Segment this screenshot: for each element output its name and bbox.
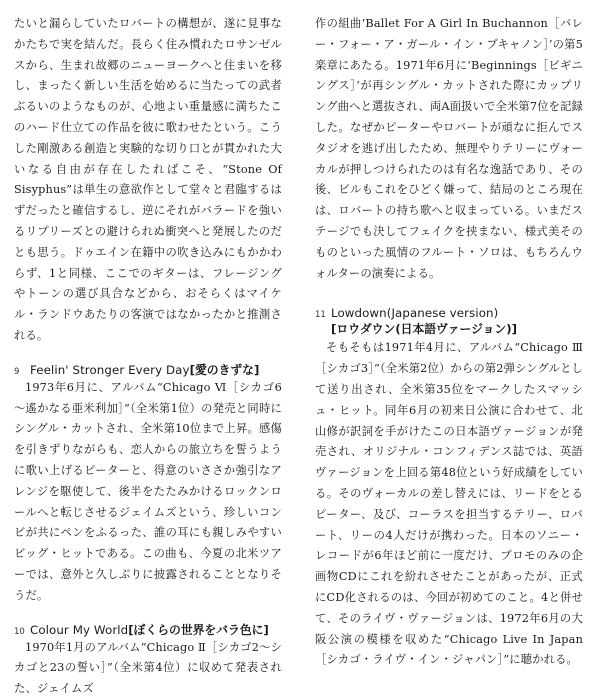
left-column xyxy=(14,14,282,700)
track-11-title: Lowdown xyxy=(331,306,387,321)
track-11-body: そもそもは1971年4月に、アルバム“Chicago Ⅲ［シカゴ3］”（全米第2位）からの第2弾シングルとして送り出され、全米第35位をマークしたスマッシュ・ヒット。同年6月の初来日公演に合わせて、北山修が訳詞を手がけたこの日本語ヴァージョンが発売され、オリジナル・コンフィデンス誌では、英語ヴァージョンを上回る第48位という好成績をしている。そのヴォーカルの差し替えには、リードをとるピーター、及び、コーラスを担当するテリー、ロバート、リーの4人だけが携わった。日本のソニー・レコードが6年ほど前に一度だけ、プロモのみの企画物CDにこれを紛れさせたことがあったが、正式にCD化されるのは、今回が初めてのこと。4と併せて、そのライヴ・ヴァージョンは、1972年6月の大阪公演の模様を収めた“Chicago Live In Japan［シカゴ・ライヴ・イン・ジャパン］”に聴かれる。 xyxy=(315,341,583,667)
track-9-number: 9 xyxy=(14,366,20,377)
track-9-body: 1973年6月に、アルバム“Chicago Ⅵ［シカゴ6～遙かなる亜米利加］”（全米第1位）の発売と同時にシングル・カットされ、全米第10位まで上昇。感傷を引きずりながらも、恋人からの旅立ちを誓うように歌い上げるピーターと、得意のいささか強引なアレンジを駆使して、後半をたたみかけるロックンロールへと転じさせるジェイムズという、珍しいコンビが共にペンをふるった、誰の耳にも親しみやすいビッグ・ヒットである。この曲も、今夏の北米ツアーでは、意外と久しぶりに披露されることとなりそうだ。 xyxy=(14,380,282,602)
track-10-title: Colour My World xyxy=(30,622,129,637)
track-9-section xyxy=(14,361,282,607)
track-10-number: 10 xyxy=(14,626,25,637)
track-11-heading xyxy=(315,306,583,320)
track-11-title-suffix: (Japanese version) xyxy=(386,306,499,321)
track-10-title-jp: [ぼくらの世界をバラ色に] xyxy=(128,622,269,637)
continued-paragraph: 作の組曲‘Ballet For A Girl In Buchannon［バレー・フォー・ア・ガール・イン・ブキャノン］’の第5楽章にあたる。1971年6月に‘Beginnings［ビギニングス］’が再シングル・カットされた際にカップリング曲へと選抜され、両A面扱いで全米第7位を記録した。なぜかピーターやロバートが頑なに拒んでスタジオを逃げ出したため、無理やりテリーにヴォーカルが押しつけられたのは有名な逸話であり、その後、ビルもこれをひどく嫌って、結局のところ現在は、ロバートの持ち歌へと収まっている。いまだステージでも決してフェイクを挟まない、様式美そのものといった風情のフルート・ソロは、もちろんウォルターの演奏による。 xyxy=(315,17,583,280)
intro-paragraph: たいと漏らしていたロバートの構想が、遂に見事なかたちで実を結んだ。長らく住み慣れたロサンゼルスから、生まれ故郷のニューヨークへと住まいを移し、まったく新しい生活を始めるに当たっての武者ぶるいのようなものが、心地よい重量感に満ちたこのハード仕立ての作品を彼に歌わせたという。こうした剛激ある創造と実験的な切り口とが貫かれた大いなる自由が存在したればこそ、“Stone Of Sisyphus”は単生の意欲作として堂々と君臨するはずだったと確信するし、逆にそれがバラードを強いるリプリーズとの避けられぬ衝突へと発展したのだとも思う。ドゥエイン在籍中の吹き込みにもかかわらず、1と同様、ここでのギターは、フレージングやトーンの選び具合などから、おそらくはマイケル・ランドウあたりの客演ではなかったかと推測される。 xyxy=(14,17,282,342)
right-column xyxy=(315,14,583,671)
track-10-heading xyxy=(14,621,282,638)
track-9-heading xyxy=(14,361,282,378)
track-10-body: 1970年1月のアルバム“Chicago Ⅱ［シカゴ2～シカゴと23の誓い］”（全米第4位）に収めて発表された、ジェイムズ xyxy=(14,640,282,696)
track-11-section xyxy=(315,306,583,671)
track-9-title: Feelin' Stronger Every Day xyxy=(30,362,190,377)
track-9-title-jp: [愛のきずな] xyxy=(189,362,260,377)
track-10-section xyxy=(14,621,282,700)
track-11-subtitle: [ロウダウン(日本語ヴァージョン)] xyxy=(331,322,518,337)
track-11-number: 11 xyxy=(315,310,326,321)
